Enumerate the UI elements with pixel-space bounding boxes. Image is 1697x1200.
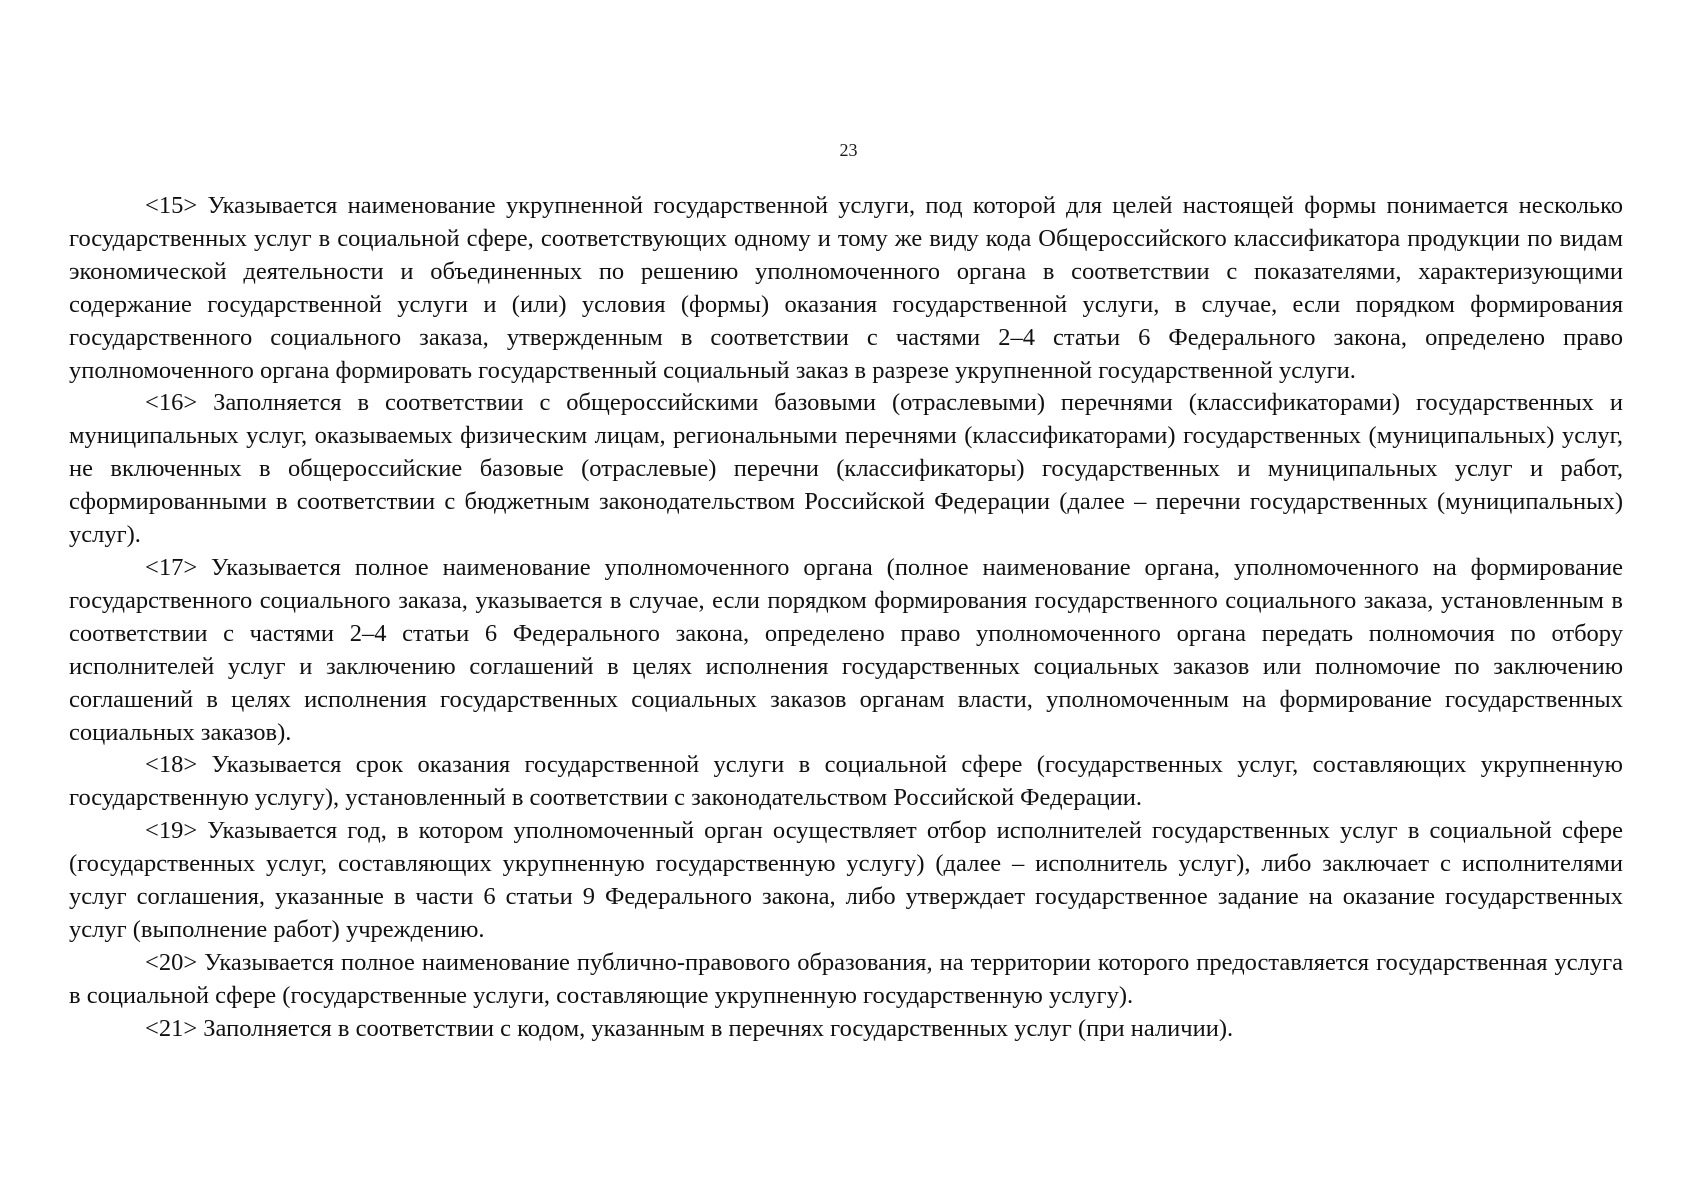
footnotes-list	[69, 190, 1623, 1046]
footnote-17: <17> Указывается полное наименование уполномоченного органа (полное наименование органа, уполномоченного на формирование государственного социального заказа, указывается в случае, если порядком формирования государственного социального заказа, установленным в соответствии с частями 2–4 статьи 6 Федерального закона, определено право уполномоченного органа передать полномочия по отбору исполнителей услуг и заключению соглашений в целях исполнения государственных социальных заказов или полномочие по заключению соглашений в целях исполнения государственных социальных заказов органам власти, уполномоченным на формирование государственных социальных заказов).	[69, 553, 1623, 746]
footnote-21: <21> Заполняется в соответствии с кодом, указанным в перечнях государственных услуг (при наличии).	[145, 1014, 1234, 1042]
footnote-19: <19> Указывается год, в котором уполномоченный орган осуществляет отбор исполнителей государственных услуг в социальной сфере (государственных услуг, составляющих укрупненную государственную услугу) (далее – исполнитель услуг), либо заключает с исполнителями услуг соглашения, указанные в части 6 статьи 9 Федерального закона, либо утверждает государственное задание на оказание государственных услуг (выполнение работ) учреждению.	[69, 817, 1623, 943]
footnote-16: <16> Заполняется в соответствии с общероссийскими базовыми (отраслевыми) перечнями (классификаторами) государственных и муниципальных услуг, оказываемых физическим лицам, региональными перечнями (классификаторами) государственных (муниципальных) услуг, не включенных в общероссийские базовые (отраслевые) перечни (классификаторы) государственных и муниципальных услуг и работ, сформированными в соответствии с бюджетным законодательством Российской Федерации (далее – перечни государственных (муниципальных) услуг).	[69, 389, 1623, 549]
footnote-15: <15> Указывается наименование укрупненной государственной услуги, под которой для целей настоящей формы понимается несколько государственных услуг в социальной сфере, соответствующих одному и тому же виду кода Общероссийского классификатора продукции по видам экономической деятельности и объединенных по решению уполномоченного органа в соответствии с показателями, характеризующими содержание государственной услуги и (или) условия (формы) оказания государственной услуги, в случае, если порядком формирования государственного социального заказа, утвержденным в соответствии с частями 2–4 статьи 6 Федерального закона, определено право уполномоченного органа формировать государственный социальный заказ в разрезе укрупненной государственной услуги.	[69, 192, 1623, 384]
page-number: 23	[839, 140, 858, 160]
footnote-20: <20> Указывается полное наименование публично-правового образования, на территории которого предоставляется государственная услуга в социальной сфере (государственные услуги, составляющие укрупненную государственную услугу).	[69, 948, 1623, 1009]
footnote-18: <18> Указывается срок оказания государственной услуги в социальной сфере (государственных услуг, составляющих укрупненную государственную услугу), установленный в соответствии с законодательством Российской Федерации.	[69, 751, 1623, 812]
